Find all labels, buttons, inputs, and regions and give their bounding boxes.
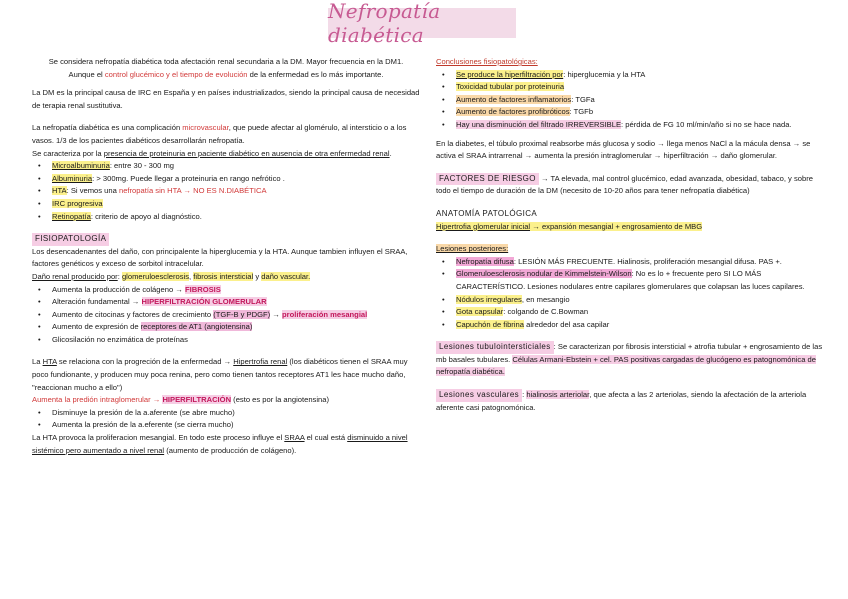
list-item: • Albuminuria: > 300mg. Puede llegar a proteinuria en rango nefrótico . (32, 173, 420, 186)
list-item: • Glomeruloesclerosis nodular de Kimmelstein-Wilson: No es lo + frecuente pero SI LO MÁS CARACTERÍSTICO. Lesiones nodulares entre capilares glomerulares que colapsan las luces capilares. (436, 268, 824, 293)
list-item: • Capuchón de fibrina alrededor del asa capilar (436, 319, 824, 332)
list-item: • IRC progresiva (32, 198, 420, 211)
anatomy-line: Hipertrofia glomerular inicial → expansión mesangial + engrosamiento de MBG (436, 221, 703, 231)
list-item: • Disminuye la presión de la a.aferente (se abre mucho) (32, 407, 420, 420)
mechanism-list (32, 284, 420, 347)
right-column (436, 56, 824, 414)
definition-paragraph: La nefropatía diabética es una complicación microvascular, que puede afectar al glomérulo, al intersticio o a los vasos. 1/3 de los pacientes diabéticos desarrollarán nefropatía. (32, 123, 407, 145)
list-item: • Alteración fundamental → HIPERFILTRACIÓN GLOMERULAR (32, 296, 420, 309)
vascular-paragraph: Lesiones vasculares : hialinosis arteriolar, que afecta a las 2 arteriolas, siendo la afectación de la arteriola aferente casi patognomónica. (436, 390, 807, 412)
hta-paragraph: La HTA se relaciona con la progreción de la enfermedad → Hipertrofia renal (los diabéticos tienen el SRAA muy poco fundionante, y producen muy poca renina, pero como tienen tantos receptores AT1 les hace mucho daño, "reaccionan mucho a ello") (32, 357, 408, 392)
page-title: Nefropatía diabética (328, 0, 441, 47)
list-item: • Glicosilación no enzimática de proteínas (32, 334, 420, 347)
left-column (32, 56, 420, 457)
conclusions-list (436, 69, 824, 132)
section-header-anatomia: ANATOMÍA PATOLÓGICA (436, 208, 538, 218)
list-item: • Aumento de citocinas y factores de crecimiento (TGF-B y PDGF) → proliferación mesangial (32, 309, 420, 322)
intro-paragraph-2: Aunque el control glucémico y el tiempo de evolución de la enfermedad es lo más importante. (68, 69, 384, 79)
section-header-lesiones: Lesiones posteriores: (436, 244, 509, 254)
list-item: • Toxicidad tubular por proteinuria (436, 81, 824, 94)
risk-factors-paragraph: FACTORES DE RIESGO → TA elevada, mal control glucémico, edad avanzada, obesidad, tabaco, y sobre todo el tiempo de duración de la DM (necesito de 10-20 años para tener nefropatía diabética) (436, 173, 813, 196)
list-item: • HTA: Si vemos una nefropatía sin HTA → NO ES N.DIABÉTICA (32, 185, 420, 198)
list-item: • Nefropatía difusa: LESIÓN MÁS FRECUENTE. Hialinosis, proliferación mesangial difusa. PAS +. (436, 256, 824, 269)
list-item: • Nódulos irregulares, en mesangio (436, 294, 824, 307)
prevalence-paragraph: La DM es la principal causa de IRC en España y en países industrializados, siendo la principal causa de necesidad de terapia renal sustitutiva. (32, 88, 420, 110)
list-item: • Hay una disminución del filtrado IRREVERSIBLE: pérdida de FG 10 ml/min/año si no se hace nada. (436, 119, 824, 132)
list-item: • Gota capsular: colgando de C.Bowman (436, 306, 824, 319)
list-item: • Retinopatía: criterio de apoyo al diagnóstico. (32, 211, 420, 224)
title-banner (328, 0, 516, 47)
intro-paragraph-1: Se considera nefropatía diabética toda afectación renal secundaria a la DM. Mayor frecuencia en la DM1. (48, 57, 404, 66)
section-header-conclusiones: Conclusiones fisiopatológicas: (436, 57, 538, 66)
fisio-paragraph-2: Daño renal producido por: glomeruloesclerosis, fibrosis intersticial y daño vascular. (32, 271, 311, 281)
sraa-paragraph: La HTA provoca la proliferacion mesangial. En todo este proceso influye el SRAA el cual está disminuido a nivel sistémico pero aumentado a nivel renal (aumento de producción de colágeno). (32, 433, 408, 455)
hta-pressure-line: Aumenta la predión intraglomerular → HIPERFILTRACIÓN (esto es por la angiotensina) (32, 395, 329, 405)
list-item: • Aumento de expresión de receptores de AT1 (angiotensina) (32, 321, 420, 334)
list-item: • Aumenta la presión de la a.eferente (se cierra mucho) (32, 419, 420, 432)
section-header-fisiopatologia: FISIOPATOLOGÍA (32, 233, 420, 246)
arteriole-list (32, 407, 420, 432)
lesions-list (436, 256, 824, 332)
list-item: • Se produce la hiperfiltración por: hiperglucemia y la HTA (436, 69, 824, 82)
characteristics-paragraph: Se caracteriza por la presencia de proteinuria en paciente diabético en ausencia de otra enfermedad renal. (32, 148, 392, 158)
tubulointerstitial-paragraph: Lesiones tubulointersticiales : Se caracterizan por fibrosis intersticial + atrofia tubular + engrosamiento de las mb basales tubulares. Células Armani-Ebstein + cel. PAS positivas cargadas de glucógeno es patognomónica de nefropatía diabética. (436, 342, 823, 377)
list-item: • Aumenta la producción de colágeno → FIBROSIS (32, 284, 420, 297)
fisio-paragraph-1: Los desencadenantes del daño, con principalente la hiperglucemia y la HTA. Aunque tambien influyen el SRAA, factores genéticos y exceso de sorbitol intracelular. (32, 246, 408, 269)
criteria-list (32, 160, 420, 223)
list-item: • Microalbuminuria: entre 30 - 300 mg (32, 160, 420, 173)
list-item: • Aumento de factores profibróticos: TGFb (436, 106, 824, 119)
list-item: • Aumento de factores inflamatorios: TGFa (436, 94, 824, 107)
diabetes-mechanism-paragraph: En la diabetes, el túbulo proximal reabsorbe más glucosa y sodio → llega menos NaCl a la mácula densa → se activa el SRAA intrarrenal → aumenta la presión intraglomerular → hiperfiltración → daño glomerular. (436, 138, 811, 161)
